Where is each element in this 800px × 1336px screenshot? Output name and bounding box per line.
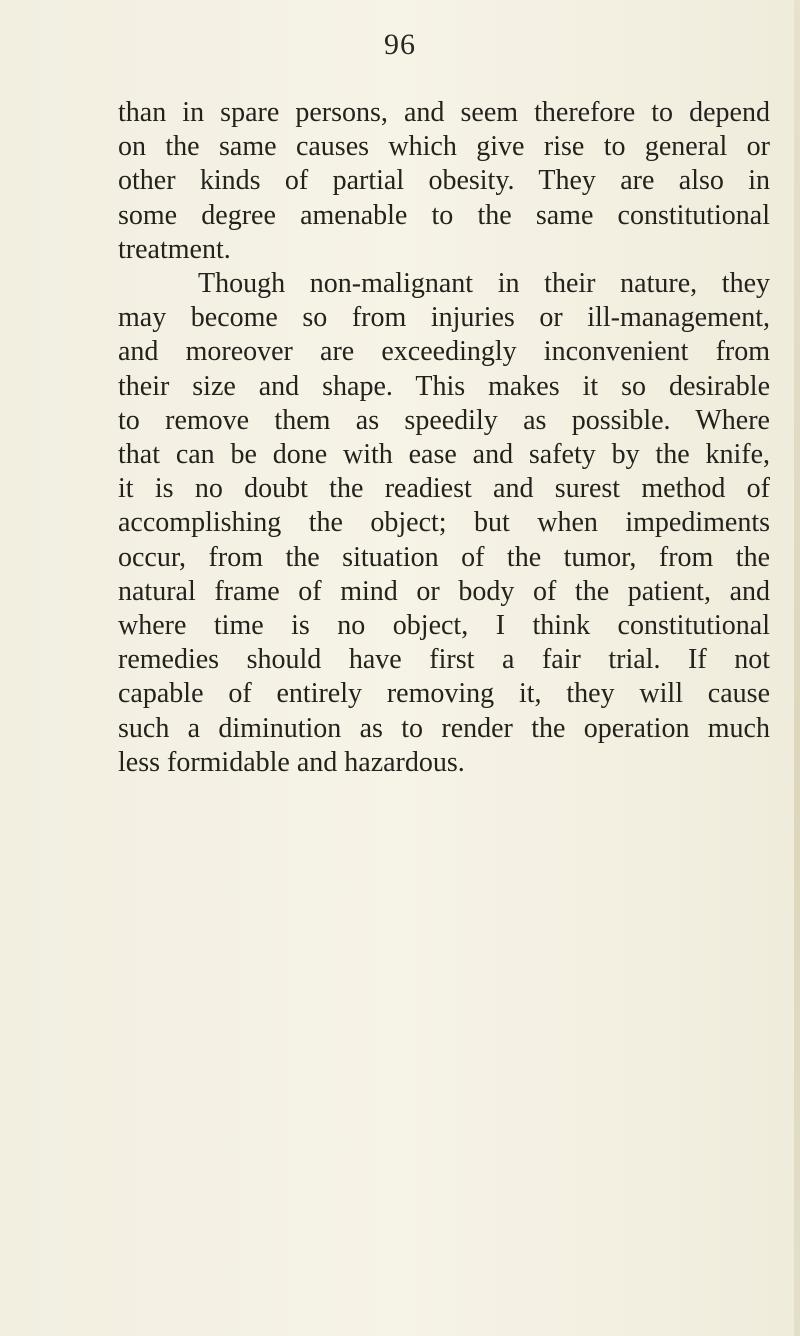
text-line: may become so from injuries or ill-management, — [118, 302, 770, 334]
text-line: it is no doubt the readiest and surest method of — [118, 473, 770, 505]
page-edge-shadow — [794, 0, 800, 1336]
text-line: other kinds of partial obesity. They are also in — [118, 165, 770, 197]
text-line: where time is no object, I think constitutional — [118, 610, 770, 642]
text-line: such a diminution as to render the operation much — [118, 712, 770, 744]
text-line: treatment. — [118, 233, 231, 265]
text-line: natural frame of mind or body of the patient, and — [118, 575, 770, 607]
body-text — [118, 96, 770, 780]
text-line: Though non-malignant in their nature, they — [198, 268, 770, 300]
text-line: on the same causes which give rise to general or — [118, 131, 770, 163]
text-line: that can be done with ease and safety by the knife, — [118, 439, 770, 471]
text-line: than in spare persons, and seem therefore to depend — [118, 97, 770, 128]
text-line: accomplishing the object; but when impediments — [118, 507, 770, 539]
text-line: and moreover are exceedingly inconvenient from — [118, 336, 770, 368]
text-line: some degree amenable to the same constitutional — [118, 199, 770, 231]
text-line: less formidable and hazardous. — [118, 746, 465, 778]
page-number: 96 — [384, 28, 416, 61]
text-line: capable of entirely removing it, they will cause — [118, 678, 770, 710]
text-line: their size and shape. This makes it so desirable — [118, 370, 770, 402]
text-line: to remove them as speedily as possible. Where — [118, 404, 770, 436]
text-line: remedies should have first a fair trial. If not — [118, 644, 770, 676]
text-line: occur, from the situation of the tumor, from the — [118, 541, 770, 573]
